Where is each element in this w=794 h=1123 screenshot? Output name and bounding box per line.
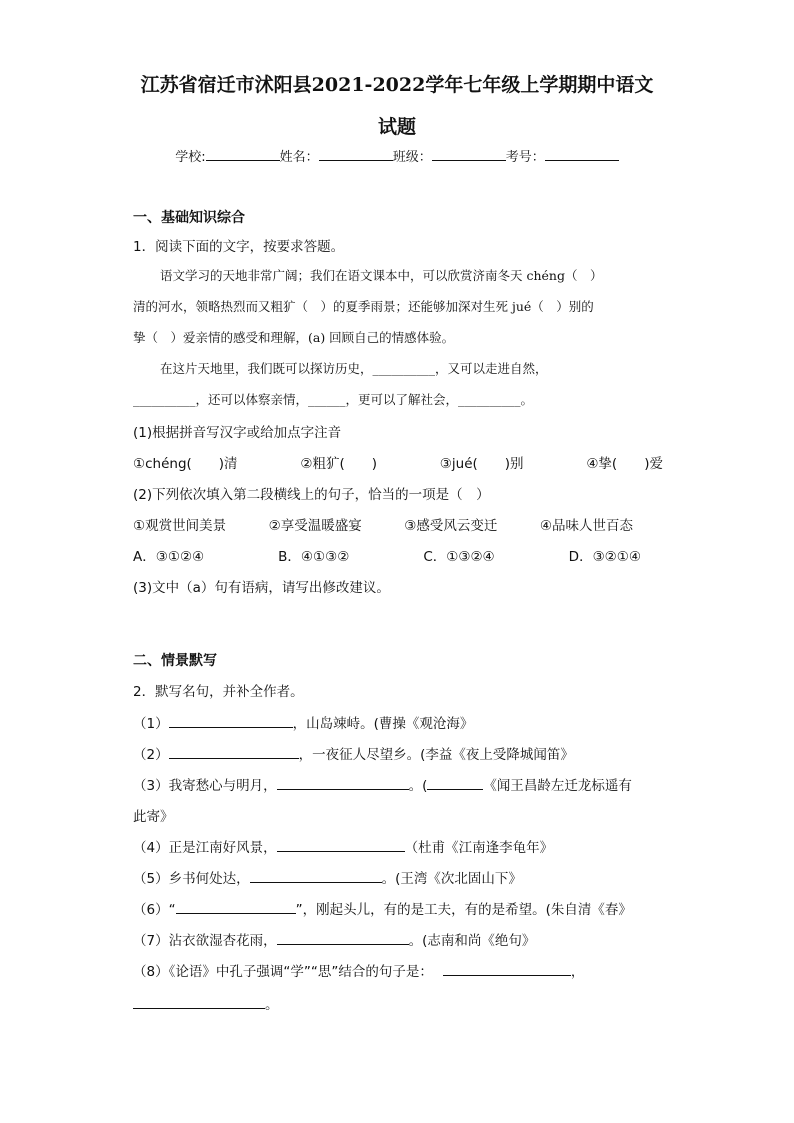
class-field[interactable]: [432, 146, 506, 161]
item-text: 。(志南和尚《绝句》: [408, 933, 536, 949]
option-a[interactable]: A．③①②④: [133, 549, 205, 565]
answer-blank-8a[interactable]: [443, 961, 571, 976]
item-text: 。(: [408, 778, 428, 794]
school-field[interactable]: [206, 146, 280, 161]
recitation-item-5: [133, 867, 522, 887]
answer-blank-5[interactable]: [250, 868, 382, 883]
answer-blank-6[interactable]: [176, 899, 296, 914]
name-field[interactable]: [319, 146, 393, 161]
sub-question-2: (2)下列依次填入第二段横线上的句子，恰当的一项是（ ）: [133, 487, 490, 503]
exam-number-field[interactable]: [545, 146, 619, 161]
passage-line-2: 清的河水，领略热烈而又粗犷（ ）的夏季雨景；还能够加深对生死 jué（ ）别的: [133, 299, 594, 314]
student-info-row: [0, 146, 794, 165]
answer-blank-7[interactable]: [277, 930, 409, 945]
recitation-item-1: [133, 712, 473, 732]
name-label: 姓名：: [279, 150, 319, 165]
recitation-item-4: [133, 836, 553, 856]
answer-blank-1[interactable]: [169, 713, 293, 728]
answer-blank-4[interactable]: [277, 837, 405, 852]
school-label: 学校:: [175, 150, 206, 165]
page-title-line1: 江苏省宿迁市沭阳县2021-2022学年七年级上学期期中语文: [140, 74, 654, 96]
item-text: 《闻王昌龄左迁龙标遥有: [483, 778, 632, 794]
answer-blank-8b[interactable]: [133, 994, 265, 1009]
item-text: （杜甫《江南逢李龟年》: [404, 840, 554, 856]
item-text: （5）乡书何处达，: [133, 871, 250, 887]
passage-line-3: 挚（ ）爱亲情的感受和理解，(a) 回顾自己的情感体验。: [133, 330, 455, 345]
recitation-item-7: [133, 929, 535, 949]
author-blank-3[interactable]: [427, 775, 483, 790]
item-text: ，山岛竦峙。(曹操《观沧海》: [292, 716, 474, 732]
item-text: 。: [265, 997, 279, 1013]
item-text: ，: [570, 964, 585, 980]
phrase-1: ①观赏世间美景: [133, 518, 227, 534]
section-heading-recitation: 二、情景默写: [133, 653, 217, 669]
recitation-item-8-cont: [133, 993, 279, 1013]
recitation-item-8: [133, 960, 584, 980]
pinyin-item-3: ③jué( )别: [439, 456, 524, 472]
item-text: （6）“: [133, 902, 176, 918]
sub-question-1: (1)根据拼音写汉字或给加点字注音: [133, 425, 342, 441]
item-text: ”，刚起头儿，有的是工夫，有的是希望。(朱自清《春》: [295, 902, 632, 918]
phrase-2: ②享受温暖盛宴: [268, 518, 362, 534]
option-d[interactable]: D．③②①④: [568, 549, 641, 565]
sub-question-3: (3)文中（a）句有语病，请写出修改建议。: [133, 580, 390, 596]
item-text: （8）《论语》中孔子强调“学”“思”结合的句子是：: [133, 964, 433, 980]
option-b[interactable]: B．④①③②: [278, 549, 350, 565]
exam-number-label: 考号：: [505, 150, 545, 165]
sub-question-2-options: [133, 545, 641, 565]
pinyin-item-4: ④挚( )爱: [586, 456, 663, 472]
answer-blank-2[interactable]: [169, 744, 299, 759]
item-text: （3）我寄愁心与明月，: [133, 778, 277, 794]
item-text: （4）正是江南好风景，: [133, 840, 277, 856]
recitation-item-6: [133, 898, 632, 918]
passage-line-4: 在这片天地里，我们既可以探访历史，__________，又可以走进自然，: [160, 361, 548, 376]
item-text: 。(王湾《次北固山下》: [381, 871, 522, 887]
recitation-item-3-cont: 此寄》: [133, 809, 174, 825]
page-title-line2: 试题: [377, 116, 416, 138]
pinyin-item-2: ②粗犷( ): [300, 456, 377, 472]
item-text: （7）沾衣欲湿杏花雨，: [133, 933, 277, 949]
item-text: ，一夜征人尽望乡。(李益《夜上受降城闻笛》: [298, 747, 574, 763]
passage-line-5: __________，还可以体察亲情，______，更可以了解社会，__________。: [133, 392, 534, 407]
answer-blank-3[interactable]: [277, 775, 409, 790]
passage-line-1: 语文学习的天地非常广阔；我们在语文课本中，可以欣赏济南冬天 chéng（ ）: [160, 268, 603, 283]
phrase-3: ③感受风云变迁: [404, 518, 498, 534]
item-number: （2）: [133, 747, 169, 763]
item-number: （1）: [133, 716, 169, 732]
sub-question-1-items: [133, 452, 663, 472]
question-2-prompt: 2．默写名句，并补全作者。: [133, 684, 304, 700]
sub-question-2-phrases: [133, 514, 633, 534]
class-label: 班级：: [392, 150, 432, 165]
pinyin-item-1: ①chéng( )清: [133, 456, 238, 472]
section-heading-basics: 一、基础知识综合: [133, 210, 245, 226]
question-1-prompt: 1．阅读下面的文字，按要求答题。: [133, 239, 345, 255]
recitation-item-2: [133, 743, 574, 763]
option-c[interactable]: C．①③②④: [423, 549, 495, 565]
phrase-4: ④品味人世百态: [539, 518, 633, 534]
recitation-item-3: [133, 774, 632, 794]
